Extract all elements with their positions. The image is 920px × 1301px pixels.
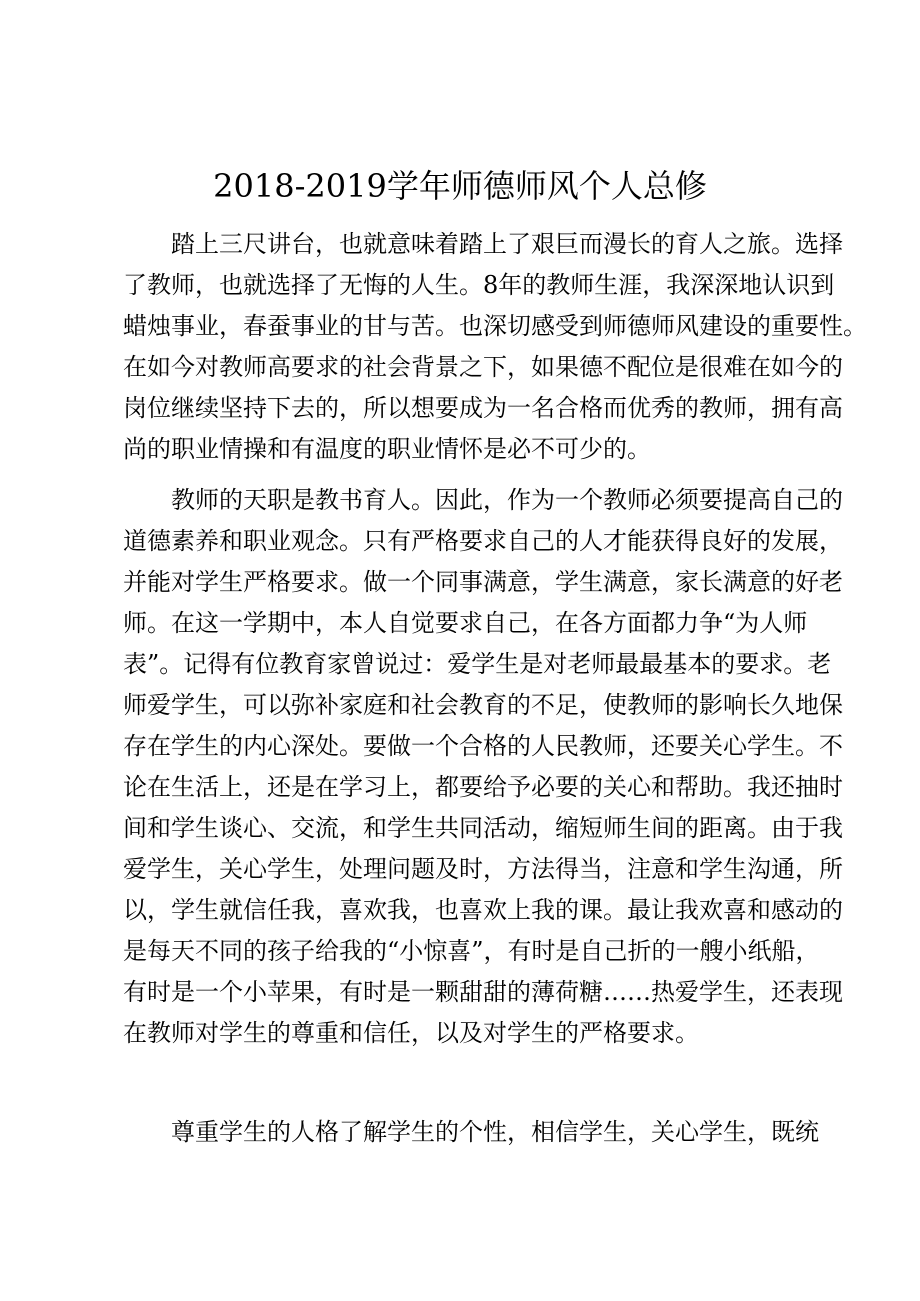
paragraph-line: 在如今对教师高要求的社会背景之下，如果德不配位是很难在如今的 bbox=[123, 353, 843, 381]
paragraph-line: 师爱学生，可以弥补家庭和社会教育的不足，使教师的影响长久地保 bbox=[123, 691, 843, 719]
document-title: 2018-2019学年师德师风个人总修 bbox=[213, 167, 707, 205]
paragraph-line: 在教师对学生的尊重和信任，以及对学生的严格要求。 bbox=[123, 1019, 699, 1047]
paragraph-line: 间和学生谈心、交流，和学生共同活动，缩短师生间的距离。由于我 bbox=[123, 814, 843, 842]
paragraph-line: 有时是一个小苹果，有时是一颗甜甜的薄荷糖……热爱学生，还表现 bbox=[123, 978, 843, 1006]
paragraph-3 bbox=[123, 1112, 819, 1153]
paragraph-line: 道德素养和职业观念。只有严格要求自己的人才能获得良好的发展， bbox=[123, 527, 843, 555]
paragraph-line: 并能对学生严格要求。做一个同事满意，学生满意，家长满意的好老 bbox=[123, 568, 843, 596]
paragraph-line: 蜡烛事业，春蚕事业的甘与苦。也深切感受到师德师风建设的重要性。 bbox=[123, 312, 867, 340]
paragraph-line: 尊重学生的人格了解学生的个性，相信学生，关心学生，既统 bbox=[171, 1118, 819, 1146]
paragraph-line: 师。在这一学期中，本人自觉要求自己，在各方面都力争“为人师 bbox=[123, 609, 808, 637]
paragraph-1 bbox=[123, 224, 867, 470]
paragraph-line: 教师的天职是教书育人。因此，作为一个教师必须要提高自己的 bbox=[171, 486, 843, 514]
paragraph-line: 存在学生的内心深处。要做一个合格的人民教师，还要关心学生。不 bbox=[123, 732, 843, 760]
paragraph-line: 岗位继续坚持下去的，所以想要成为一名合格而优秀的教师，拥有高 bbox=[123, 394, 843, 422]
paragraph-line: 爱学生，关心学生，处理问题及时，方法得当，注意和学生沟通，所 bbox=[123, 855, 843, 883]
paragraph-2 bbox=[123, 480, 843, 1054]
paragraph-line: 尚的职业情操和有温度的职业情怀是必不可少的。 bbox=[123, 435, 651, 463]
paragraph-line: 以，学生就信任我，喜欢我，也喜欢上我的课。最让我欢喜和感动的 bbox=[123, 896, 843, 924]
paragraph-line: 论在生活上，还是在学习上，都要给予必要的关心和帮助。我还抽时 bbox=[123, 773, 843, 801]
paragraph-line: 表”。记得有位教育家曾说过：爱学生是对老师最最基本的要求。老 bbox=[123, 650, 832, 678]
paragraph-line: 了教师，也就选择了无悔的人生。8年的教师生涯，我深深地认识到 bbox=[123, 271, 835, 299]
paragraph-line: 踏上三尺讲台，也就意味着踏上了艰巨而漫长的育人之旅。选择 bbox=[171, 230, 843, 258]
paragraph-line: 是每天不同的孩子给我的“小惊喜”，有时是自己折的一艘小纸船， bbox=[123, 937, 820, 965]
